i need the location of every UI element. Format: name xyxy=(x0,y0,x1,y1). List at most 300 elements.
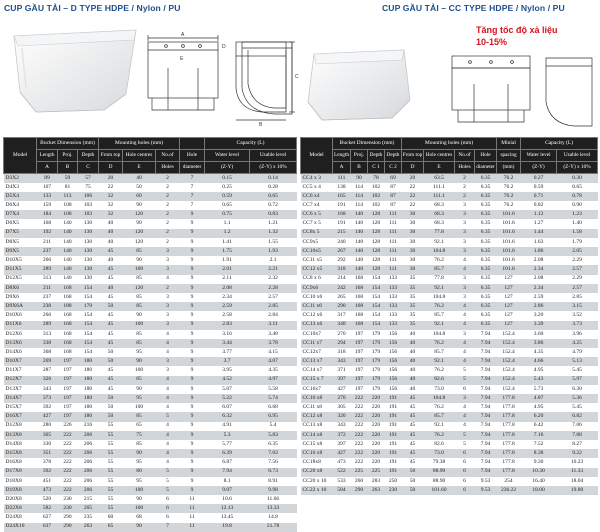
table-cell: 154 xyxy=(78,293,99,302)
table-cell: 154 xyxy=(78,330,99,339)
table-row xyxy=(4,321,297,330)
table-cell: 222 xyxy=(351,394,368,403)
table-cell: 111.1 xyxy=(424,192,455,201)
table-cell: 287 xyxy=(37,366,58,375)
table-cell: 156 xyxy=(385,339,402,348)
model-cell: D11X7 xyxy=(4,366,37,375)
table-cell: 5.73 xyxy=(521,385,557,394)
table-cell: 35 xyxy=(402,275,424,284)
col-header-bucket-dimension: Bucket Dimension (mm) xyxy=(37,138,99,150)
table-cell: 2.59 xyxy=(521,293,557,302)
table-cell: 154 xyxy=(78,311,99,320)
table-cell: 9 xyxy=(180,293,205,302)
table-cell: 4.07 xyxy=(250,357,297,366)
table-cell: 3 xyxy=(156,302,180,311)
table-cell: 106 xyxy=(78,192,99,201)
table-cell: 140 xyxy=(351,238,368,247)
table-cell: 154 xyxy=(78,339,99,348)
cc-col-sub-water-level: (Z-Y) xyxy=(521,162,557,174)
table-cell: 111 xyxy=(385,219,402,228)
table-cell: 206 xyxy=(78,449,99,458)
table-cell: 10.30 xyxy=(521,468,557,477)
table-row xyxy=(4,330,297,339)
table-cell: 4.79 xyxy=(557,348,598,357)
table-cell: 5 xyxy=(455,366,475,375)
table-cell: 4.66 xyxy=(521,357,557,366)
table-cell: 9 xyxy=(180,449,205,458)
table-cell: 7.94 xyxy=(475,422,497,431)
table-cell: 21.78 xyxy=(250,523,297,532)
col-sub-from-top: D xyxy=(99,162,123,174)
table-cell: 0.27 xyxy=(521,174,557,183)
table-cell: 14.8 xyxy=(250,513,297,522)
table-cell: 2.84 xyxy=(250,311,297,320)
svg-text:D: D xyxy=(222,44,226,50)
table-cell: 180 xyxy=(78,376,99,385)
table-cell: 156 xyxy=(385,348,402,357)
model-cell: CC16 x8 xyxy=(301,449,333,458)
table-cell: 0.25 xyxy=(205,183,250,192)
table-row xyxy=(4,348,297,357)
table-row xyxy=(4,229,297,238)
table-cell: 3 xyxy=(455,330,475,339)
table-cell: 111.1 xyxy=(424,183,455,192)
table-cell: 3.15 xyxy=(557,302,598,311)
model-cell: CC11 x5 xyxy=(301,256,333,265)
table-cell: 22 xyxy=(402,183,424,192)
table-cell: 128 xyxy=(368,210,385,219)
table-cell: 1.93 xyxy=(250,247,297,256)
table-cell: 191 xyxy=(385,422,402,431)
model-cell: D11X5 xyxy=(4,265,37,274)
table-cell: 168 xyxy=(58,348,78,357)
table-cell: 4 xyxy=(455,412,475,421)
table-cell: 1.21 xyxy=(250,219,297,228)
table-cell: 5.07 xyxy=(205,385,250,394)
cc-type-table-body xyxy=(301,174,598,496)
table-cell: 392 xyxy=(37,403,58,412)
cc-col-header-usable-level: Usable level xyxy=(557,150,598,162)
table-cell: 55 xyxy=(99,477,123,486)
table-cell: 180 xyxy=(78,403,99,412)
table-cell: 127 xyxy=(497,284,521,293)
table-cell: 6 xyxy=(455,385,475,394)
table-row xyxy=(301,174,598,183)
table-row xyxy=(4,284,297,293)
table-cell: 104.8 xyxy=(424,330,455,339)
table-row xyxy=(301,477,598,486)
table-cell: 0.65 xyxy=(205,201,250,210)
table-row xyxy=(301,422,598,431)
table-cell: 6.35 xyxy=(475,321,497,330)
table-cell: 92.1 xyxy=(424,238,455,247)
table-cell: 20 xyxy=(99,174,123,183)
table-row xyxy=(4,412,297,421)
table-cell: 305 xyxy=(37,431,58,440)
table-cell: 35 xyxy=(402,284,424,293)
table-row xyxy=(301,403,598,412)
model-cell: CC20 x8 xyxy=(301,468,333,477)
table-cell: 305 xyxy=(333,403,351,412)
table-cell: 3 xyxy=(455,394,475,403)
table-row xyxy=(4,422,297,431)
table-cell: 220 xyxy=(368,449,385,458)
table-cell: 191 xyxy=(385,458,402,467)
col-sub-hole-diameter: diameter xyxy=(180,162,205,174)
table-cell: 2.21 xyxy=(250,265,297,274)
table-row xyxy=(301,431,598,440)
table-cell: 191 xyxy=(385,440,402,449)
table-cell: 0.71 xyxy=(521,192,557,201)
table-cell: 77.8 xyxy=(424,275,455,284)
table-row xyxy=(301,440,598,449)
col-header-mounting-holes: Mounting holes (mm) xyxy=(99,138,180,150)
table-cell: 168 xyxy=(351,302,368,311)
table-cell: 6.35 xyxy=(475,302,497,311)
table-cell: 4 xyxy=(156,394,180,403)
table-cell: 9 xyxy=(180,394,205,403)
table-cell: 152.4 xyxy=(497,339,521,348)
table-cell: 4 xyxy=(455,302,475,311)
model-cell: CC13 x8 xyxy=(301,422,333,431)
table-cell: 1.75 xyxy=(205,247,250,256)
cc-col-header-water-level: Water level xyxy=(521,150,557,162)
table-cell: 1.55 xyxy=(250,238,297,247)
table-cell: 11 xyxy=(180,504,205,513)
table-cell: 168 xyxy=(58,330,78,339)
table-cell: 9 xyxy=(180,348,205,357)
table-cell: 30 xyxy=(402,265,424,274)
model-cell: CC8 x 6 xyxy=(301,275,333,284)
table-cell: 4 xyxy=(156,440,180,449)
table-cell: 45 xyxy=(99,339,123,348)
table-cell: 133 xyxy=(385,293,402,302)
table-row xyxy=(4,256,297,265)
table-cell: 0.83 xyxy=(250,210,297,219)
table-cell: 85 xyxy=(123,339,156,348)
table-cell: 102 xyxy=(368,201,385,210)
table-cell: 111 xyxy=(385,229,402,238)
table-cell: 326 xyxy=(37,376,58,385)
cc-col-header-length: Length xyxy=(333,150,351,162)
table-cell: 9 xyxy=(180,403,205,412)
table-cell: 2.58 xyxy=(205,311,250,320)
table-cell: 140 xyxy=(58,219,78,228)
table-cell: 40 xyxy=(123,174,156,183)
table-cell: 59 xyxy=(58,174,78,183)
table-cell: 373 xyxy=(37,394,58,403)
table-cell: 111 xyxy=(333,174,351,183)
model-cell: CC13 x6 xyxy=(301,321,333,330)
table-cell: 152.4 xyxy=(497,385,521,394)
table-cell: 7.06 xyxy=(557,422,598,431)
table-row xyxy=(4,192,297,201)
table-cell: 177.8 xyxy=(497,468,521,477)
table-cell: 95 xyxy=(123,348,156,357)
table-cell: 55 xyxy=(99,504,123,513)
table-cell: 4.35 xyxy=(250,366,297,375)
table-cell: 2 xyxy=(156,238,180,247)
table-cell: 343 xyxy=(37,385,58,394)
table-cell: 188 xyxy=(58,302,78,311)
table-cell: 9 xyxy=(180,339,205,348)
table-cell: 627 xyxy=(37,513,58,522)
table-cell: 7.94 xyxy=(475,458,497,467)
table-cell: 85.7 xyxy=(424,265,455,274)
table-cell: 3.60 xyxy=(521,330,557,339)
table-cell: 397 xyxy=(333,440,351,449)
table-row xyxy=(301,357,598,366)
table-cell: 168 xyxy=(58,339,78,348)
table-cell: 45 xyxy=(402,458,424,467)
table-row xyxy=(4,458,297,467)
model-cell: D24X10 xyxy=(4,523,37,532)
col-sub-depth: C xyxy=(78,162,99,174)
table-cell: 7.94 xyxy=(475,431,497,440)
table-cell: 2 xyxy=(455,183,475,192)
table-cell: 111 xyxy=(385,247,402,256)
table-row xyxy=(301,394,598,403)
table-cell: 40 xyxy=(402,330,424,339)
table-cell: 5.4 xyxy=(250,422,297,431)
table-row xyxy=(4,385,297,394)
table-row xyxy=(4,238,297,247)
table-row xyxy=(4,311,297,320)
model-cell: D12X7 xyxy=(4,376,37,385)
table-cell: 50 xyxy=(402,468,424,477)
table-cell: 179 xyxy=(368,348,385,357)
model-cell: D7X5 xyxy=(4,229,37,238)
table-cell: 372 xyxy=(333,431,351,440)
table-cell: 154 xyxy=(368,275,385,284)
cc-col-sub-usable-level: (Z-Y) x 10% xyxy=(557,162,598,174)
table-cell: 2.32 xyxy=(250,275,297,284)
table-cell: 2 xyxy=(455,174,475,183)
table-cell: 45 xyxy=(99,265,123,274)
table-cell: 127 xyxy=(497,302,521,311)
table-cell: 165 xyxy=(333,192,351,201)
table-cell: 45 xyxy=(99,376,123,385)
table-row xyxy=(4,440,297,449)
table-cell: 2.29 xyxy=(557,256,598,265)
table-cell: 473 xyxy=(37,486,58,495)
table-cell: 76.2 xyxy=(424,256,455,265)
table-cell: 45 xyxy=(99,321,123,330)
table-cell: 7 xyxy=(180,192,205,201)
table-cell: 13.45 xyxy=(205,513,250,522)
table-cell: 5.36 xyxy=(557,394,598,403)
table-cell: 9.53 xyxy=(475,477,497,486)
table-cell: 133 xyxy=(385,321,402,330)
table-cell: 50 xyxy=(99,357,123,366)
table-cell: 77.8 xyxy=(424,229,455,238)
table-cell: 154 xyxy=(78,321,99,330)
table-cell: 4 xyxy=(455,403,475,412)
table-cell: 2 xyxy=(156,174,180,183)
table-cell: 3 xyxy=(156,256,180,265)
table-cell: 3.20 xyxy=(521,311,557,320)
table-cell: 226 xyxy=(58,422,78,431)
table-cell: 290 xyxy=(351,486,368,495)
table-cell: 177.8 xyxy=(497,458,521,467)
table-cell: 3 xyxy=(156,293,180,302)
col-header-length: Length xyxy=(37,150,58,162)
table-cell: 22 xyxy=(99,183,123,192)
table-cell: 2.34 xyxy=(205,293,250,302)
col-sub-usable-level: (Z-Y) x 10% xyxy=(250,162,297,174)
table-cell: 95 xyxy=(123,458,156,467)
table-cell: 9.53 xyxy=(475,486,497,495)
table-cell: 7 xyxy=(180,183,205,192)
table-cell: 6.35 xyxy=(475,201,497,210)
table-cell: 40 xyxy=(402,357,424,366)
model-cell: D13X6 xyxy=(4,339,37,348)
table-cell: 114 xyxy=(351,201,368,210)
table-cell: 6 xyxy=(455,486,475,495)
table-row xyxy=(301,219,598,228)
table-cell: 427 xyxy=(333,449,351,458)
table-cell: 4 xyxy=(455,339,475,348)
table-cell: 50 xyxy=(402,477,424,486)
table-cell: 16.40 xyxy=(521,477,557,486)
table-cell: 89 xyxy=(37,174,58,183)
table-cell: 88.90 xyxy=(424,477,455,486)
table-row xyxy=(4,504,297,513)
cc-col-sub-proj: B xyxy=(351,162,368,174)
cc-col-header-depth-c2: Depth xyxy=(385,150,402,162)
table-cell: 128 xyxy=(368,238,385,247)
table-cell: 6.87 xyxy=(205,458,250,467)
table-cell: 7.94 xyxy=(475,468,497,477)
table-cell: 9 xyxy=(180,486,205,495)
table-cell: 4.35 xyxy=(521,348,557,357)
table-cell: 197 xyxy=(58,394,78,403)
table-row xyxy=(301,238,598,247)
table-cell: 73.0 xyxy=(424,449,455,458)
table-cell: 76.2 xyxy=(424,339,455,348)
table-cell: 1.86 xyxy=(521,247,557,256)
table-cell: 45 xyxy=(402,449,424,458)
table-cell: 159 xyxy=(37,201,58,210)
table-cell: 3 xyxy=(455,201,475,210)
table-cell: 8.73 xyxy=(250,468,297,477)
model-cell: D12X8 xyxy=(4,422,37,431)
table-cell: 32 xyxy=(99,201,123,210)
table-cell: 1.63 xyxy=(521,238,557,247)
model-cell: D14X8 xyxy=(4,440,37,449)
table-cell: 9 xyxy=(180,210,205,219)
table-cell: 3.52 xyxy=(557,311,598,320)
table-row xyxy=(4,449,297,458)
table-cell: 85 xyxy=(123,293,156,302)
model-cell: CC9x6 xyxy=(301,284,333,293)
table-cell: 197 xyxy=(351,357,368,366)
table-cell: 5 xyxy=(156,477,180,486)
table-cell: 216 xyxy=(78,422,99,431)
table-cell: 290 xyxy=(58,513,78,522)
table-cell: 127 xyxy=(497,311,521,320)
table-row xyxy=(4,357,297,366)
col-header-model: Model xyxy=(4,138,37,174)
table-cell: 81 xyxy=(58,183,78,192)
table-cell: 4.52 xyxy=(205,376,250,385)
table-cell: 197 xyxy=(58,403,78,412)
table-cell: 2 xyxy=(156,229,180,238)
table-row xyxy=(301,339,598,348)
table-cell: 55 xyxy=(99,440,123,449)
table-cell: 9 xyxy=(180,284,205,293)
table-cell: 40 xyxy=(402,339,424,348)
model-cell: CC9x5 xyxy=(301,238,333,247)
table-cell: 5.43 xyxy=(521,376,557,385)
table-cell: 108 xyxy=(58,210,78,219)
table-cell: 100 xyxy=(123,403,156,412)
table-cell: 120 xyxy=(123,238,156,247)
table-cell: 2.85 xyxy=(250,302,297,311)
table-cell: 168 xyxy=(58,321,78,330)
table-cell: 140 xyxy=(58,275,78,284)
table-cell: 45 xyxy=(99,366,123,375)
model-cell: CC12 x8 xyxy=(301,412,333,421)
col-header-hole-blank xyxy=(180,138,205,150)
table-cell: 3 xyxy=(455,293,475,302)
table-cell: 266 xyxy=(37,256,58,265)
table-cell: 263 xyxy=(368,486,385,495)
right-heading: CUP GẦU TẢI – CC TYPE HDPE / Nylon / PU xyxy=(382,3,565,13)
table-cell: 3.7 xyxy=(205,357,250,366)
table-cell: 0.59 xyxy=(521,183,557,192)
table-cell: 8.27 xyxy=(557,440,598,449)
table-cell: 85 xyxy=(123,275,156,284)
table-cell: 197 xyxy=(58,366,78,375)
table-cell: 368 xyxy=(37,348,58,357)
model-cell: D15X8 xyxy=(4,449,37,458)
table-cell: 154 xyxy=(368,311,385,320)
table-cell: 100 xyxy=(123,486,156,495)
table-cell: 191 xyxy=(333,219,351,228)
table-row xyxy=(301,330,598,339)
table-cell: 168 xyxy=(351,311,368,320)
table-cell: 68.3 xyxy=(424,210,455,219)
table-cell: 6.35 xyxy=(250,440,297,449)
table-cell: 4 xyxy=(156,458,180,467)
table-cell: 2 xyxy=(455,192,475,201)
table-cell: 80 xyxy=(123,468,156,477)
table-cell: 55 xyxy=(99,458,123,467)
table-cell: 427 xyxy=(333,385,351,394)
table-cell: 225 xyxy=(351,468,368,477)
table-cell: 177.8 xyxy=(497,412,521,421)
table-cell: 108 xyxy=(58,201,78,210)
model-cell: D14X7 xyxy=(4,394,37,403)
col-header-from-top: From top xyxy=(99,150,123,162)
table-cell: 222 xyxy=(351,449,368,458)
col-sub-length: A xyxy=(37,162,58,174)
table-cell: 11 xyxy=(180,513,205,522)
table-cell: 32 xyxy=(99,210,123,219)
model-cell: D12X5 xyxy=(4,275,37,284)
table-cell: 6 xyxy=(455,449,475,458)
table-cell: 104.8 xyxy=(424,247,455,256)
table-cell: 9 xyxy=(180,265,205,274)
table-cell: 40 xyxy=(99,219,123,228)
table-cell: 30 xyxy=(402,229,424,238)
table-cell: 4 xyxy=(156,275,180,284)
table-cell: 9 xyxy=(180,385,205,394)
table-cell: 55 xyxy=(99,431,123,440)
model-cell: D24X8 xyxy=(4,513,37,522)
table-row xyxy=(301,321,598,330)
